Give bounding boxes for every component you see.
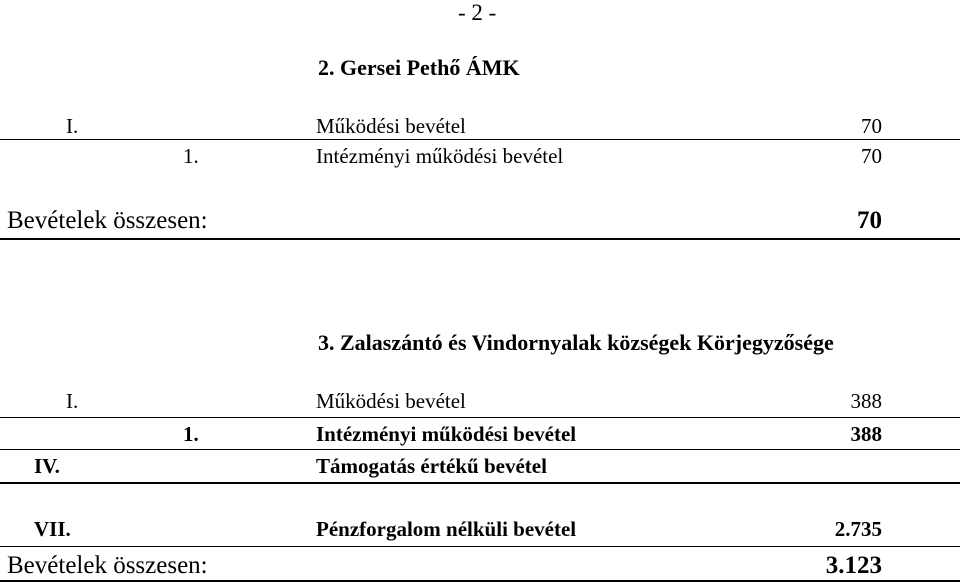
total-value: 3.123 bbox=[825, 552, 882, 579]
row-value: 70 bbox=[861, 144, 882, 168]
total-divider bbox=[0, 238, 960, 240]
total-label: Bevételek összesen: bbox=[7, 552, 208, 579]
row-code: VII. bbox=[34, 517, 71, 541]
row-code: I. bbox=[66, 114, 79, 138]
row-value: 388 bbox=[850, 389, 882, 413]
row-divider bbox=[0, 449, 960, 450]
row-value: 388 bbox=[850, 422, 882, 446]
row-label: Működési bevétel bbox=[316, 114, 466, 138]
row-value: 2.735 bbox=[834, 517, 882, 541]
row-label: Intézményi működési bevétel bbox=[316, 144, 564, 168]
total-label: Bevételek összesen: bbox=[7, 207, 208, 234]
row-code: 1. bbox=[183, 144, 199, 168]
row-label: Támogatás értékű bevétel bbox=[316, 454, 547, 478]
section-3-heading: 3. Zalaszántó és Vindornyalak községek Körjegyzősége bbox=[318, 330, 834, 355]
row-divider bbox=[0, 482, 960, 484]
total-value: 70 bbox=[857, 207, 882, 234]
row-divider bbox=[0, 139, 960, 140]
row-label: Pénzforgalom nélküli bevétel bbox=[316, 517, 577, 541]
total-divider bbox=[0, 580, 960, 582]
row-divider bbox=[0, 546, 960, 547]
row-code: 1. bbox=[183, 422, 199, 446]
row-divider bbox=[0, 417, 960, 418]
row-label: Intézményi működési bevétel bbox=[316, 422, 577, 446]
row-code: I. bbox=[66, 389, 79, 413]
page-number: - 2 - bbox=[458, 0, 497, 25]
row-label: Működési bevétel bbox=[316, 389, 466, 413]
section-2-heading: 2. Gersei Pethő ÁMK bbox=[318, 55, 520, 80]
row-code: IV. bbox=[34, 454, 60, 478]
row-value: 70 bbox=[861, 114, 882, 138]
